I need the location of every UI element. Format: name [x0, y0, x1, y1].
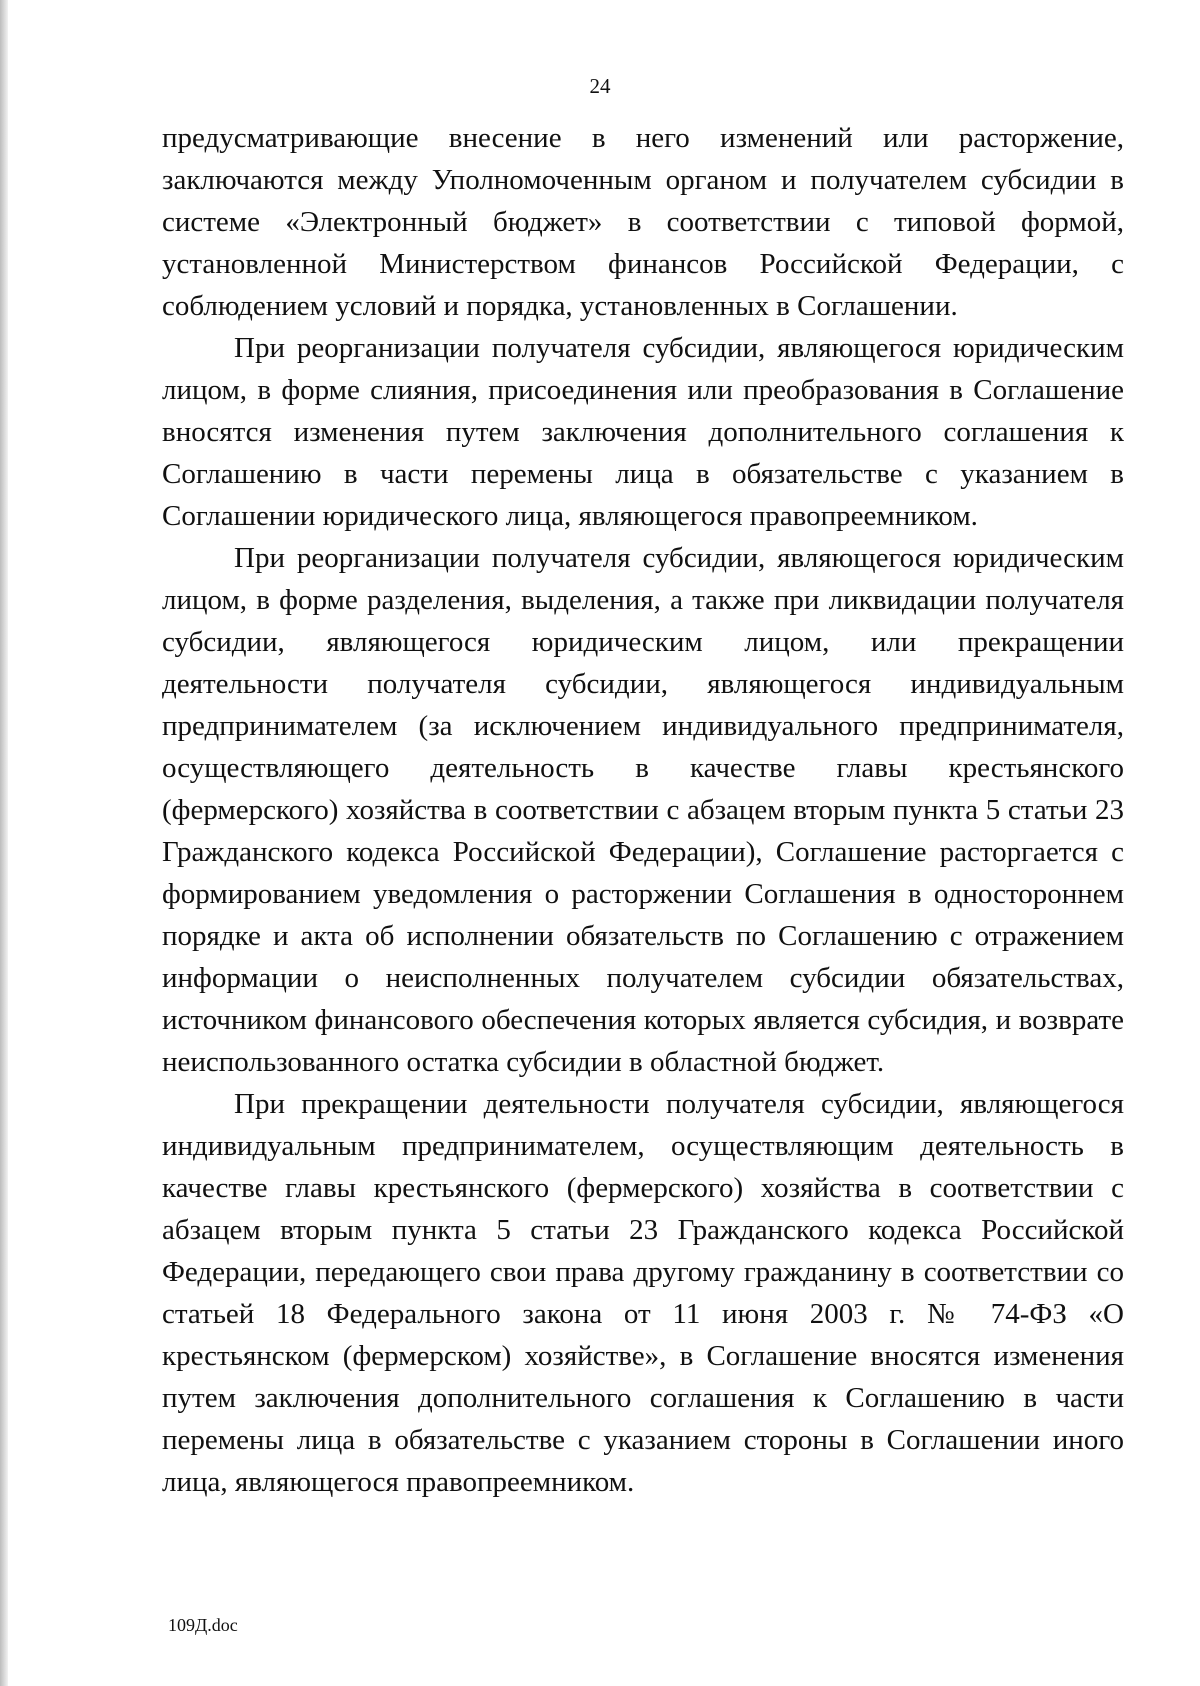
document-body	[162, 117, 1124, 1503]
paragraph-reorganization-division: При реорганизации получателя субсидии, являющегося юридическим лицом, в форме разделения, выделения, а также при ликвидации получателя субсидии, являющегося юридическим лицом, или прекращении деятельности получателя субсидии, являющегося индивидуальным предпринимателем (за исключением индивидуального предпринимателя, осуществляющего деятельность в качестве главы крестьянского (фермерского) хозяйства в соответствии с абзацем вторым пункта 5 статьи 23 Гражданского кодекса Российской Федерации), Соглашение расторгается с формированием уведомления о расторжении Соглашения в одностороннем порядке и акта об исполнении обязательств по Соглашению с отражением информации о неисполненных получателем субсидии обязательствах, источником финансового обеспечения которых является субсидия, и возврате неиспользованного остатка субсидии в областной бюджет.	[162, 542, 1124, 1078]
scan-edge-shadow	[0, 0, 8, 1686]
page-number: 24	[589, 74, 611, 98]
paragraph-continuation: предусматривающие внесение в него изменений или расторжение, заключаются между Уполномоченным органом и получателем субсидии в системе «Электронный бюджет» в соответствии с типовой формой, установленной Министерством финансов Российской Федерации, с соблюдением условий и порядка, установленных в Соглашении.	[162, 122, 1124, 322]
paragraph-reorganization-merger: При реорганизации получателя субсидии, являющегося юридическим лицом, в форме слияния, присоединения или преобразования в Соглашение вносятся изменения путем заключения дополнительного соглашения к Соглашению в части перемены лица в обязательстве с указанием в Соглашении юридического лица, являющегося правопреемником.	[162, 332, 1124, 532]
paragraph-farm-household: При прекращении деятельности получателя субсидии, являющегося индивидуальным предпринимателем, осуществляющим деятельность в качестве главы крестьянского (фермерского) хозяйства в соответствии с абзацем вторым пункта 5 статьи 23 Гражданского кодекса Российской Федерации, передающего свои права другому гражданину в соответствии со статьей 18 Федерального закона от 11 июня 2003 г. № 74-ФЗ «О крестьянском (фермерском) хозяйстве», в Соглашение вносятся изменения путем заключения дополнительного соглашения к Соглашению в части перемены лица в обязательстве с указанием стороны в Соглашении иного лица, являющегося правопреемником.	[162, 1088, 1124, 1498]
footer-file-name: 109Д.doc	[168, 1615, 238, 1635]
